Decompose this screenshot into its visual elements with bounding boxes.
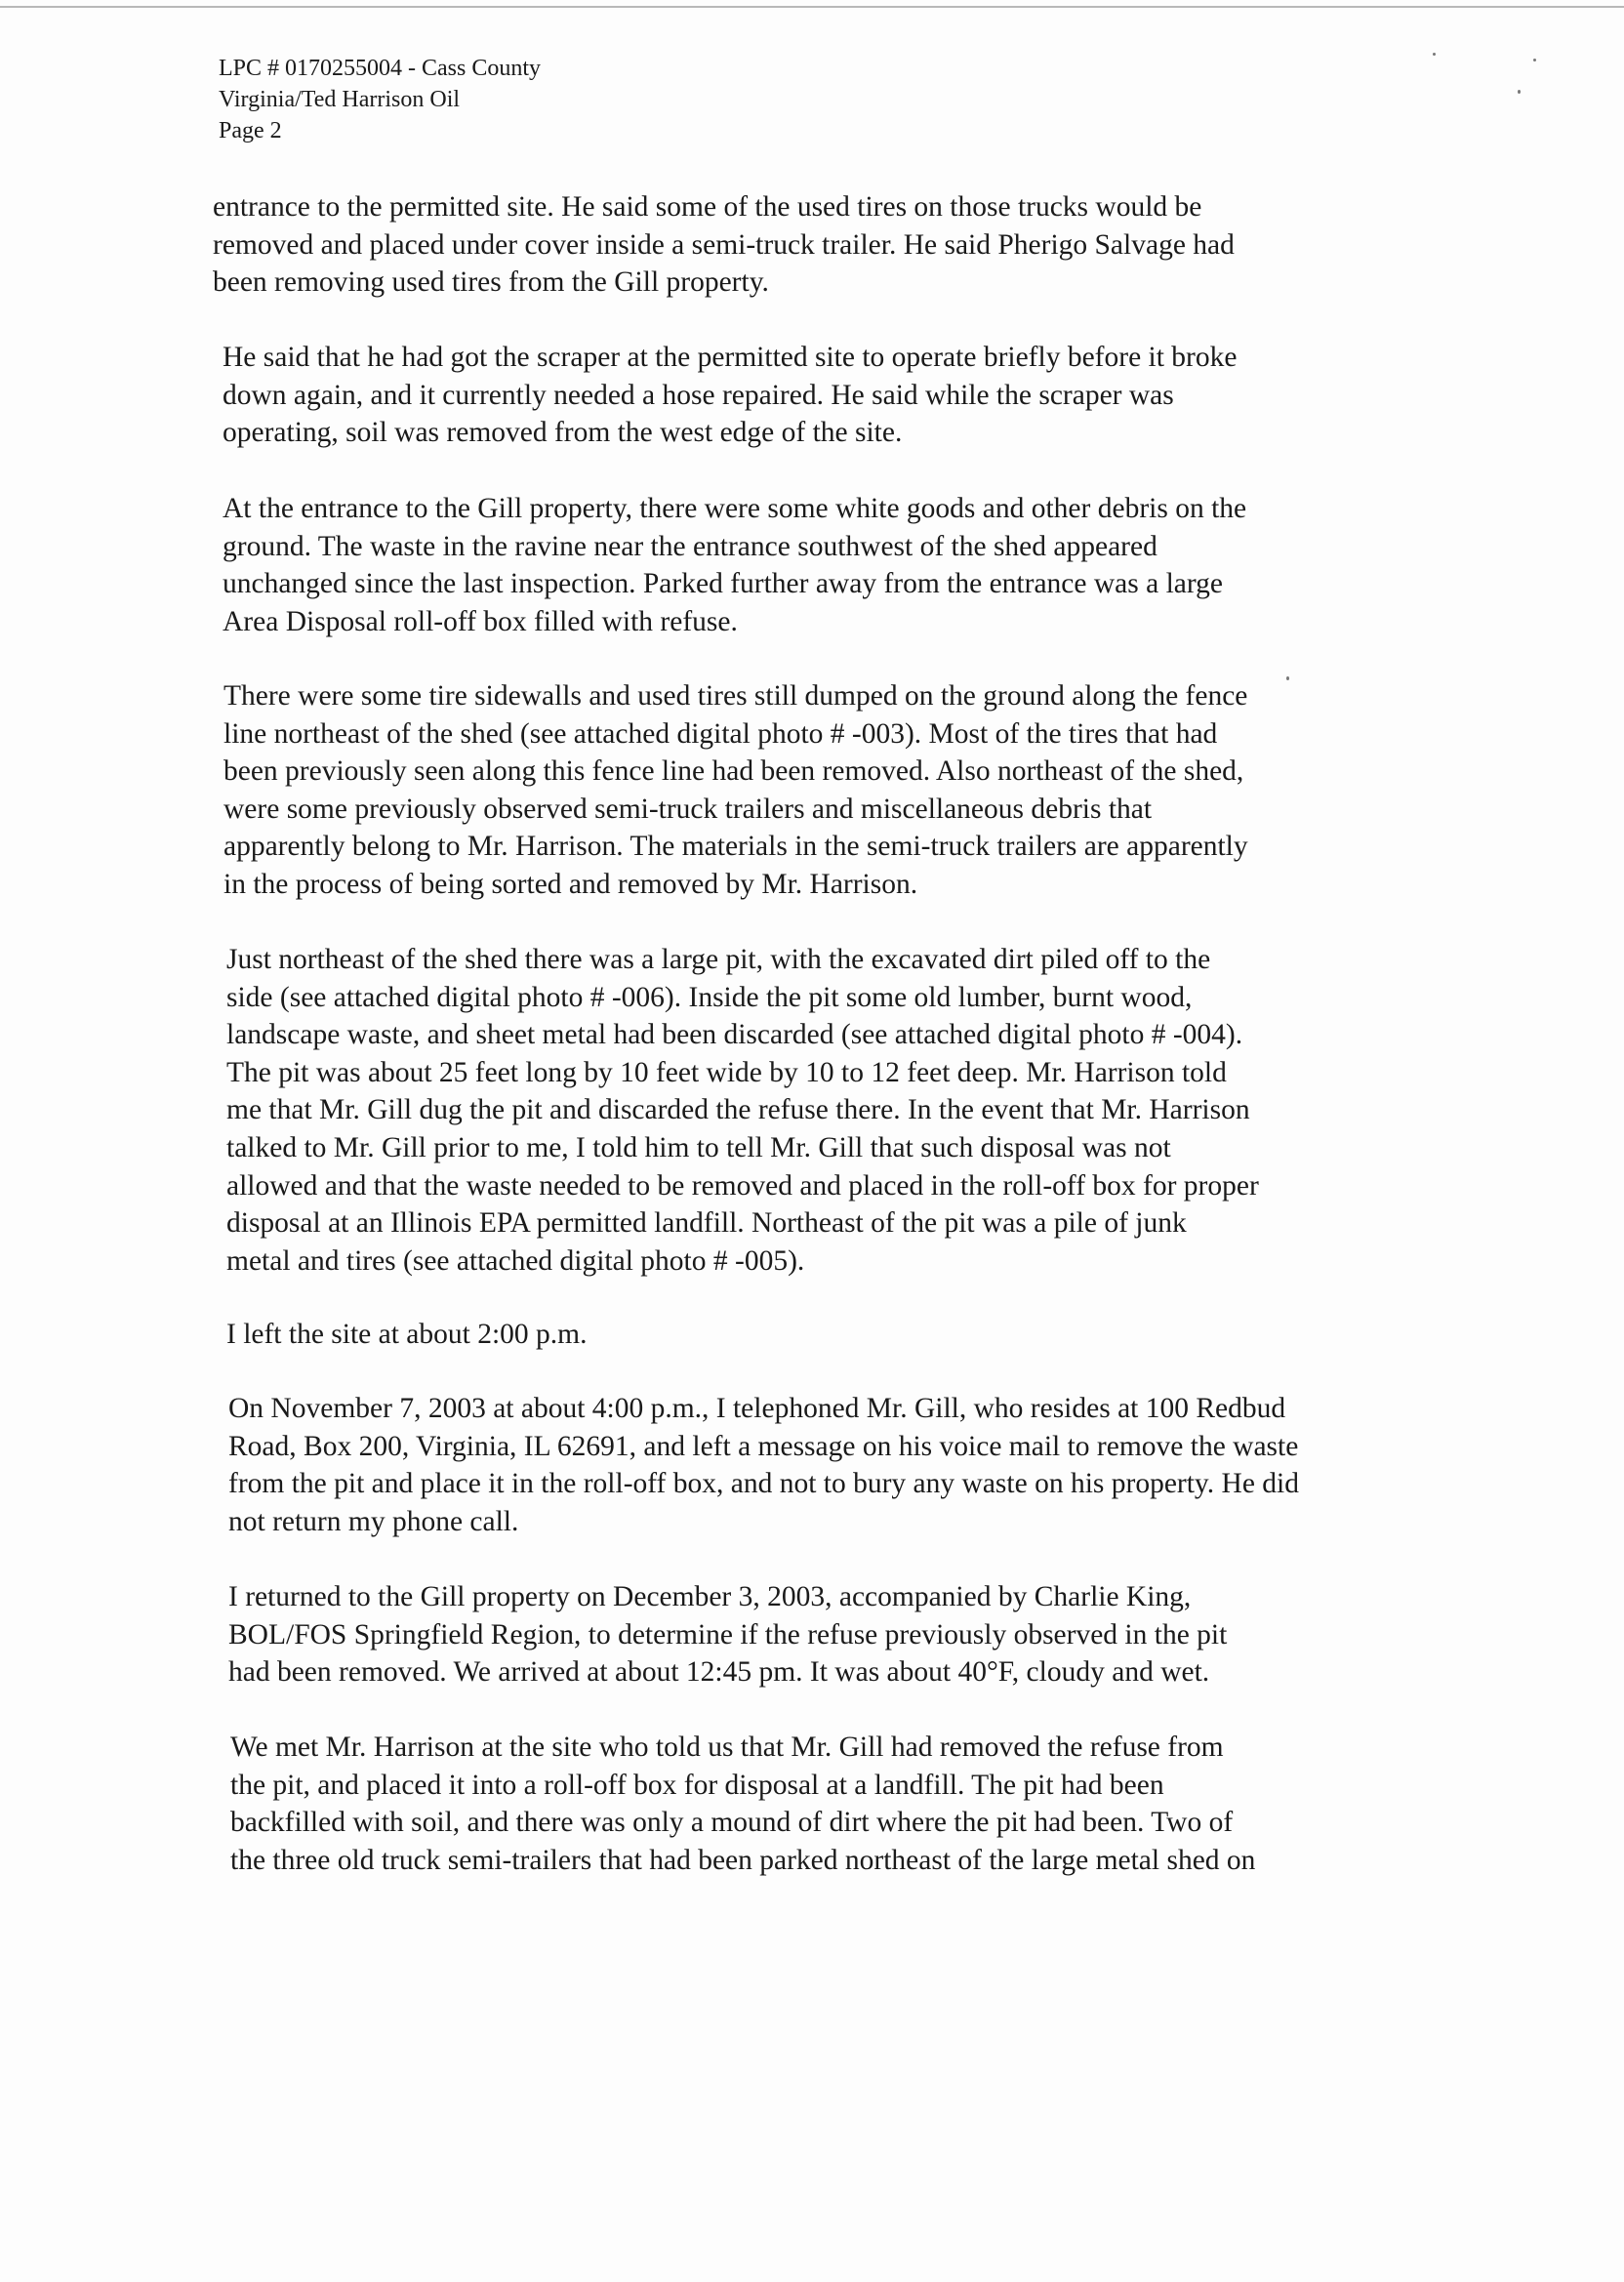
paragraph-3: [223, 490, 1246, 640]
text-line: me that Mr. Gill dug the pit and discarded the refuse there. In the event that Mr. Harrison: [226, 1094, 1250, 1126]
text-line: At the entrance to the Gill property, there were some white goods and other debris on the: [223, 493, 1247, 524]
text-line: BOL/FOS Springfield Region, to determine if the refuse previously observed in the pit: [228, 1618, 1228, 1650]
text-line: landscape waste, and sheet metal had been discarded (see attached digital photo # -004).: [226, 1019, 1243, 1051]
scan-speck: [1286, 676, 1289, 680]
text-line: unchanged since the last inspection. Parked further away from the entrance was a large: [223, 568, 1223, 600]
text-line: Just northeast of the shed there was a large pit, with the excavated dirt piled off to the: [226, 944, 1211, 975]
text-line: The pit was about 25 feet long by 10 feet wide by 10 to 12 feet deep. Mr. Harrison told: [226, 1056, 1227, 1088]
text-line: operating, soil was removed from the west edge of the site.: [223, 417, 903, 449]
header-site-name: Virginia/Ted Harrison Oil: [219, 87, 461, 112]
text-line: disposal at an Illinois EPA permitted landfill. Northeast of the pit was a pile of junk: [226, 1207, 1187, 1240]
text-line: I returned to the Gill property on December 3, 2003, accompanied by Charlie King,: [228, 1581, 1192, 1612]
text-line: apparently belong to Mr. Harrison. The materials in the semi-truck trailers are apparently: [223, 831, 1248, 863]
text-line: allowed and that the waste needed to be removed and placed in the roll-off box for proper: [226, 1169, 1259, 1202]
text-line: removed and placed under cover inside a semi-truck trailer. He said Pherigo Salvage had: [213, 228, 1235, 261]
text-line: We met Mr. Harrison at the site who told us that Mr. Gill had removed the refuse from: [230, 1732, 1224, 1763]
paragraph-8: [228, 1578, 1227, 1691]
text-line: line northeast of the shed (see attached digital photo # -003). Most of the tires that had: [223, 717, 1218, 750]
text-line: down again, and it currently needed a hose repaired. He said while the scraper was: [223, 379, 1174, 411]
text-line: side (see attached digital photo # -006). Inside the pit some old lumber, burnt wood,: [226, 981, 1193, 1013]
text-line: were some previously observed semi-truck trailers and miscellaneous debris that: [223, 793, 1153, 825]
paragraph-4: [223, 677, 1248, 904]
text-line: the pit, and placed it into a roll-off box for disposal at a landfill. The pit had been: [230, 1769, 1164, 1801]
text-line: entrance to the permitted site. He said some of the used tires on those trucks would be: [213, 191, 1202, 223]
text-line: the three old truck semi-trailers that had been parked northeast of the large metal shed on: [230, 1844, 1256, 1876]
text-line: On November 7, 2003 at about 4:00 p.m., I telephoned Mr. Gill, who resides at 100 Redbud: [228, 1393, 1286, 1424]
paragraph-6: [226, 1316, 588, 1354]
paragraph-9: [230, 1729, 1255, 1879]
text-line: in the process of being sorted and removed by Mr. Harrison.: [223, 868, 918, 900]
text-line: Area Disposal roll-off box filled with refuse.: [223, 605, 738, 637]
text-line: from the pit and place it in the roll-off box, and not to bury any waste on his property. He did: [228, 1468, 1299, 1500]
text-line: not return my phone call.: [228, 1505, 519, 1537]
text-line: Road, Box 200, Virginia, IL 62691, and left a message on his voice mail to remove the waste: [228, 1430, 1299, 1462]
paragraph-7: [228, 1390, 1299, 1540]
paragraph-2: [223, 339, 1237, 452]
header-page-number: Page 2: [219, 118, 282, 143]
text-line: backfilled with soil, and there was only a mound of dirt where the pit had been. Two of: [230, 1807, 1234, 1839]
header-case-number: LPC # 0170255004 - Cass County: [219, 56, 542, 81]
text-line: talked to Mr. Gill prior to me, I told him to tell Mr. Gill that such disposal was not: [226, 1131, 1171, 1163]
paragraph-5: [226, 941, 1259, 1280]
scan-speck: [1518, 90, 1521, 94]
text-line: metal and tires (see attached digital photo # -005).: [226, 1244, 805, 1277]
text-line: I left the site at about 2:00 p.m.: [226, 1319, 588, 1350]
paragraph-1: [213, 188, 1235, 302]
text-line: been removing used tires from the Gill property.: [213, 266, 769, 299]
scan-edge-rule: [0, 6, 1624, 8]
scan-speck: [1533, 59, 1536, 61]
scan-speck: [1433, 53, 1436, 56]
letter-header: [219, 53, 999, 146]
text-line: been previously seen along this fence line had been removed. Also northeast of the shed,: [223, 755, 1244, 788]
text-line: There were some tire sidewalls and used tires still dumped on the ground along the fence: [223, 680, 1248, 712]
text-line: He said that he had got the scraper at the permitted site to operate briefly before it broke: [223, 342, 1238, 373]
text-line: had been removed. We arrived at about 12:45 pm. It was about 40°F, cloudy and wet.: [228, 1656, 1210, 1689]
text-line: ground. The waste in the ravine near the entrance southwest of the shed appeared: [223, 530, 1157, 562]
